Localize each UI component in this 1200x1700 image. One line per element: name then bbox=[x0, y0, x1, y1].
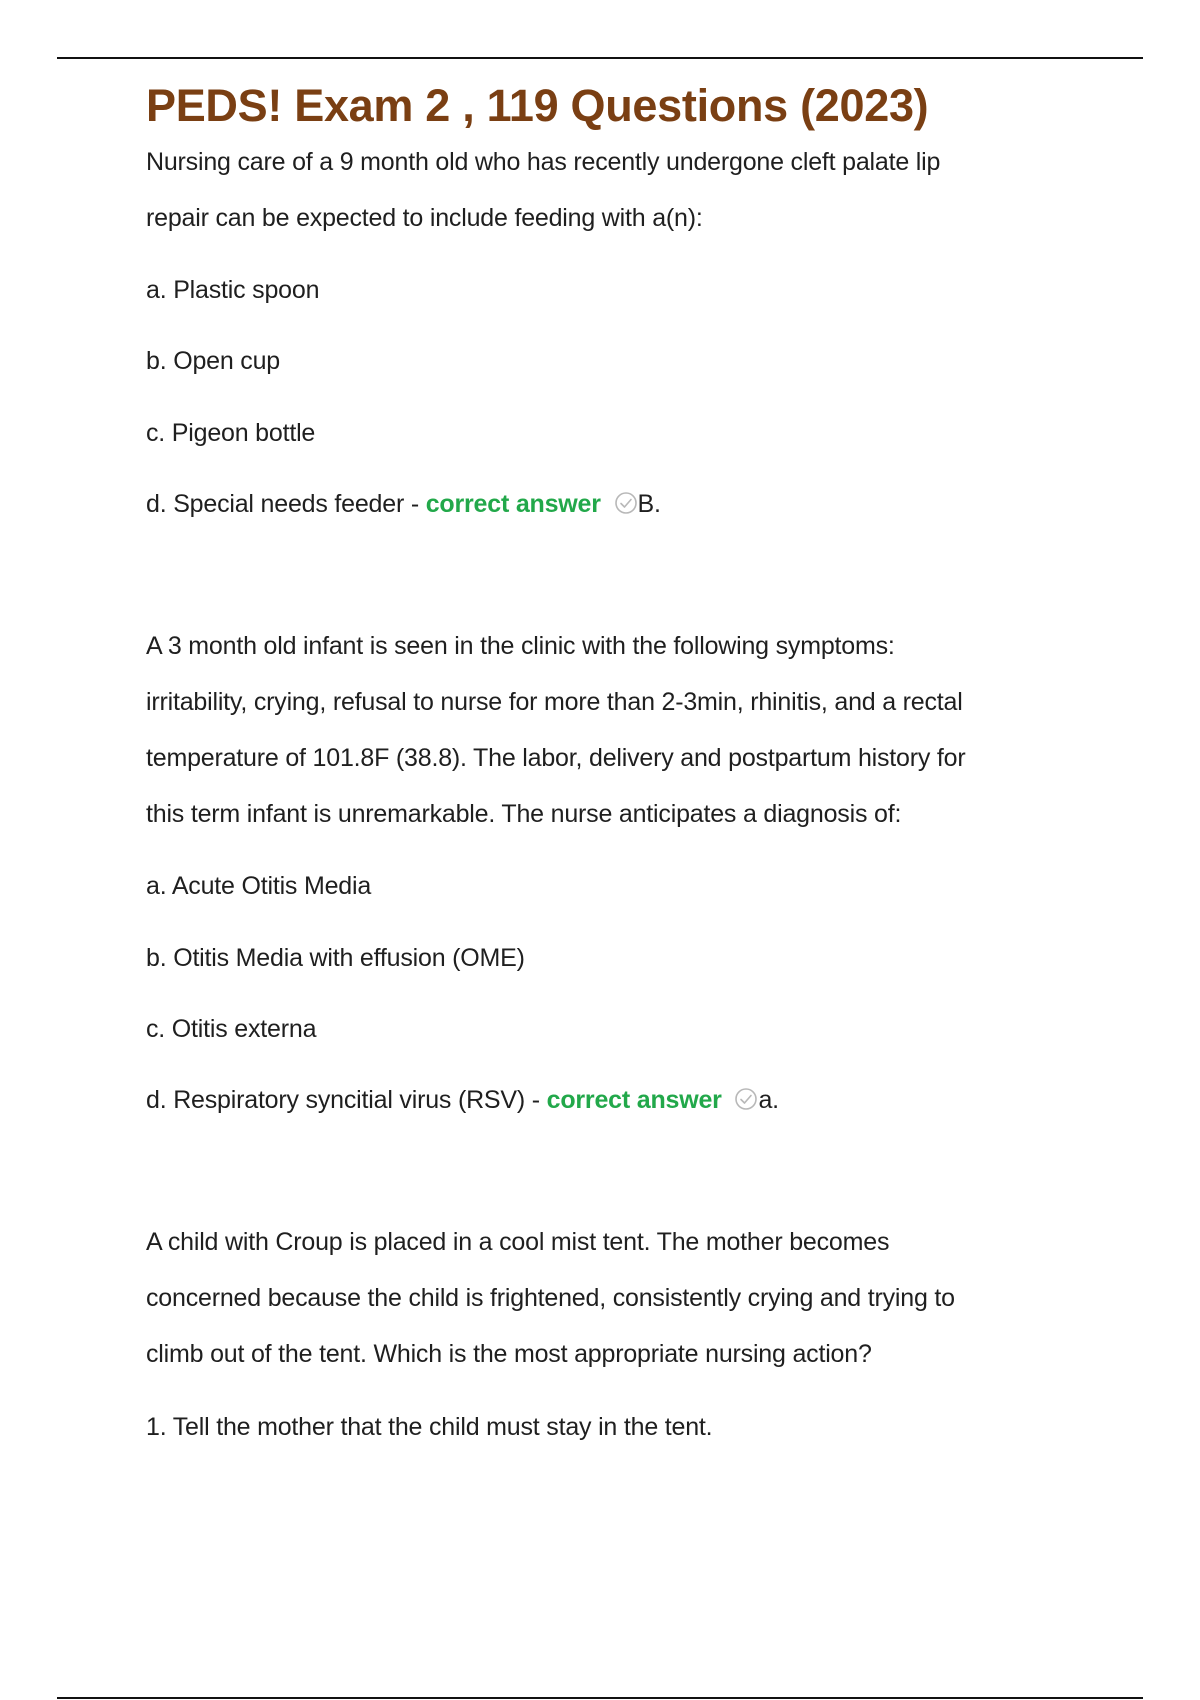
option-d bbox=[146, 487, 1106, 521]
answer-value: B. bbox=[637, 490, 661, 518]
answer-value: a. bbox=[758, 1086, 779, 1114]
document-title: PEDS! Exam 2 , 119 Questions (2023) bbox=[146, 80, 929, 131]
option-b: b. Open cup bbox=[146, 347, 281, 375]
question-3 bbox=[146, 1214, 1106, 1382]
option-a: a. Plastic spoon bbox=[146, 276, 320, 304]
document-page bbox=[146, 78, 1106, 1441]
option-text: d. Special needs feeder - bbox=[146, 490, 426, 518]
question-stem-line: climb out of the tent. Which is the most appropriate nursing action? bbox=[146, 1340, 872, 1368]
correct-answer-label: correct answer bbox=[546, 1086, 722, 1114]
question-stem-line: A 3 month old infant is seen in the clinic with the following symptoms: bbox=[146, 632, 895, 660]
top-rule bbox=[57, 57, 1143, 59]
correct-answer-label: correct answer bbox=[425, 490, 601, 518]
question-stem-line: repair can be expected to include feeding with a(n): bbox=[146, 204, 703, 232]
check-circle-icon bbox=[734, 1086, 758, 1110]
question-stem-line: temperature of 101.8F (38.8). The labor, delivery and postpartum history for bbox=[146, 744, 966, 772]
question-1 bbox=[146, 134, 1106, 246]
option-c: c. Pigeon bottle bbox=[146, 419, 316, 447]
option-c: c. Otitis externa bbox=[146, 1015, 317, 1043]
option-1: 1. Tell the mother that the child must stay in the tent. bbox=[146, 1413, 713, 1441]
check-circle-icon bbox=[614, 490, 638, 514]
question-2 bbox=[146, 618, 1106, 842]
option-a: a. Acute Otitis Media bbox=[146, 872, 372, 900]
option-d bbox=[146, 1083, 1106, 1117]
question-stem-line: Nursing care of a 9 month old who has recently undergone cleft palate lip bbox=[146, 148, 941, 176]
question-stem-line: concerned because the child is frightened, consistently crying and trying to bbox=[146, 1284, 955, 1312]
question-stem-line: A child with Croup is placed in a cool mist tent. The mother becomes bbox=[146, 1228, 890, 1256]
bottom-rule bbox=[57, 1697, 1143, 1699]
option-b: b. Otitis Media with effusion (OME) bbox=[146, 944, 525, 972]
question-stem-line: irritability, crying, refusal to nurse for more than 2-3min, rhinitis, and a rectal bbox=[146, 688, 963, 716]
question-stem-line: this term infant is unremarkable. The nurse anticipates a diagnosis of: bbox=[146, 800, 902, 828]
option-text: d. Respiratory syncitial virus (RSV) - bbox=[146, 1086, 547, 1114]
